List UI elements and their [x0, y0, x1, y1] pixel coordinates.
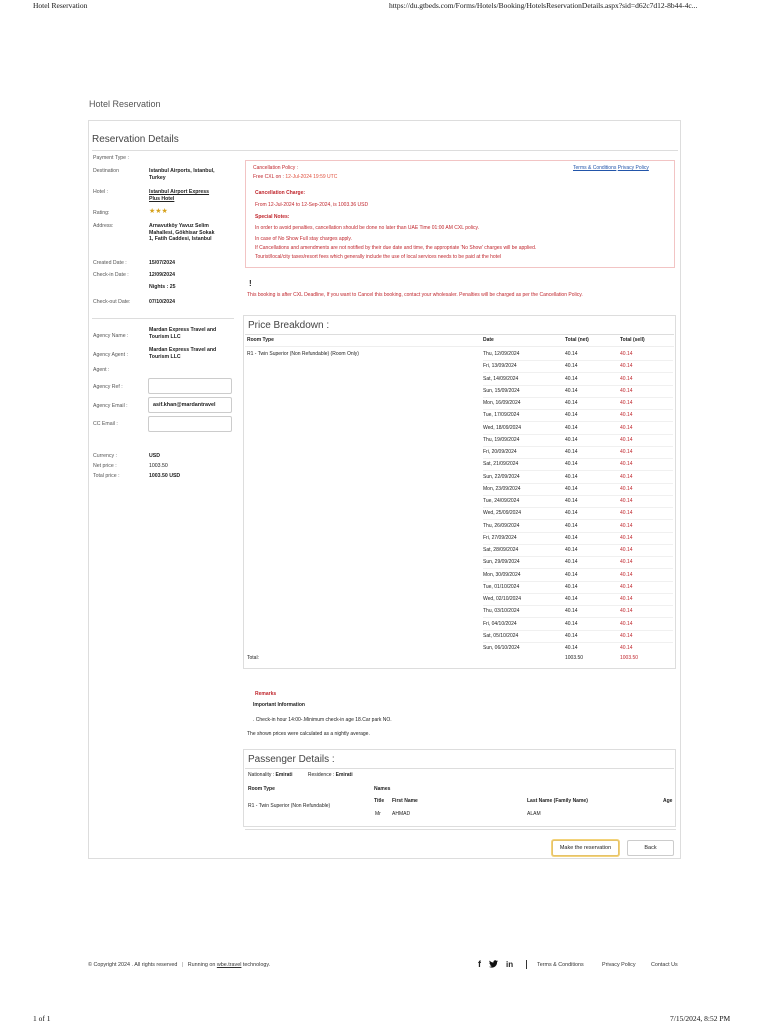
- price-row-sell: 40.14: [620, 424, 633, 431]
- total-sell: 1003.50: [620, 655, 639, 661]
- price-row-date: Thu, 26/09/2024: [483, 522, 520, 529]
- currency-value: USD: [149, 453, 160, 459]
- price-row-date: Sat, 14/09/2024: [483, 375, 519, 382]
- price-row-date: Sun, 15/09/2024: [483, 387, 520, 394]
- price-row-date: Fri, 27/09/2024: [483, 534, 517, 541]
- price-row-sell: 40.14: [620, 559, 633, 566]
- price-row-sell: 40.14: [620, 632, 633, 639]
- important-info-text: . Check-in hour 14:00-.Minimum check-in age 18.Car park NO.: [253, 717, 392, 723]
- price-row-date: Thu, 03/10/2024: [483, 608, 520, 615]
- price-row-date: Wed, 02/10/2024: [483, 596, 521, 602]
- price-row-sell: 40.14: [620, 608, 633, 615]
- price-row-date: Mon, 23/09/2024: [483, 485, 521, 492]
- names-header: Names: [374, 786, 391, 792]
- total-net: 1003.50: [565, 655, 584, 661]
- price-row-date: Tue, 17/09/2024: [483, 412, 520, 419]
- cancellation-policy-box: [245, 160, 675, 268]
- total-price-label: Total price :: [93, 473, 120, 479]
- passenger-room-type: R1 - Twin Superior (Non Refundable): [248, 803, 331, 809]
- social-links: [478, 959, 520, 969]
- price-row-net: 40.14: [565, 596, 578, 602]
- price-row-net: 40.14: [565, 608, 578, 615]
- deadline-warning: This booking is after CXL Deadline, If you want to Cancel this booking, contact your wholesaler. Penalties will be charged as per the Cancellation Policy.: [247, 292, 583, 298]
- price-row: [247, 434, 677, 446]
- price-row: [247, 348, 677, 360]
- passenger-title: Mr: [375, 811, 381, 817]
- passenger-room-type-header: Room Type: [248, 786, 275, 792]
- footer-copyright: © Copyright 2024 . All rights reserved | Running on wbe.travel technology.: [88, 962, 271, 968]
- price-row-sell: 40.14: [620, 510, 633, 517]
- price-row-net: 40.14: [565, 436, 578, 443]
- price-row-date: Wed, 18/09/2024: [483, 424, 521, 431]
- agent-label: Agent :: [93, 367, 110, 373]
- price-row-net: 40.14: [565, 571, 578, 578]
- price-row-net: 40.14: [565, 620, 578, 627]
- price-row-net: 40.14: [565, 375, 578, 382]
- special-notes-title: Special Notes:: [255, 214, 290, 220]
- net-price-label: Net price :: [93, 463, 117, 469]
- price-row-sell: 40.14: [620, 473, 633, 480]
- price-row-net: 40.14: [565, 424, 578, 431]
- agency-ref-input[interactable]: [148, 378, 232, 394]
- checkout-date-label: Check-out Date:: [93, 299, 131, 305]
- facebook-icon[interactable]: f: [478, 959, 481, 969]
- cc-email-label: CC Email :: [93, 421, 118, 427]
- divider: [245, 334, 674, 335]
- first-name-header: First Name: [392, 798, 418, 804]
- destination-label: Destination: [93, 168, 119, 174]
- price-row-sell: 40.14: [620, 363, 633, 370]
- special-note: Tourist/local/city taxes/resort fees which generally include the use of local services needs to be paid at the hotel: [255, 254, 501, 260]
- col-date: Date: [483, 337, 494, 343]
- destination-value: Istanbul Airports, Istanbul, Turkey: [149, 168, 215, 181]
- rating-label: Rating:: [93, 210, 110, 216]
- footer-terms-link[interactable]: Terms & Conditions: [537, 962, 584, 968]
- price-row-sell: 40.14: [620, 351, 633, 357]
- price-row: [247, 630, 677, 642]
- price-row: [247, 360, 677, 372]
- price-row-date: Mon, 30/09/2024: [483, 571, 521, 578]
- wbe-travel-link[interactable]: wbe.travel: [216, 962, 242, 968]
- price-row-net: 40.14: [565, 498, 578, 504]
- total-label: Total:: [247, 655, 259, 661]
- col-room-type: Room Type: [247, 337, 274, 343]
- special-note: If Cancellations and amendments are not notified by their due date and time, the appropriate 'No Show' charges will be applied.: [255, 245, 537, 251]
- price-row-net: 40.14: [565, 559, 578, 566]
- print-url: https://du.gtbeds.com/Forms/Hotels/Booking/HotelsReservationDetails.aspx?sid=d62c7d12-8b44-4c...: [389, 1, 698, 10]
- price-row-sell: 40.14: [620, 522, 633, 529]
- price-row-sell: 40.14: [620, 498, 633, 504]
- rating-stars-icon: ★★★: [149, 208, 168, 215]
- price-row: [247, 569, 677, 581]
- price-row: [247, 618, 677, 630]
- price-row: [247, 483, 677, 495]
- price-row-date: Fri, 04/10/2024: [483, 620, 517, 627]
- terms-link[interactable]: Terms & Conditions: [573, 165, 617, 171]
- price-row-sell: 40.14: [620, 485, 633, 492]
- price-row-sell: 40.14: [620, 571, 633, 578]
- age-header: Age: [663, 798, 673, 804]
- price-row: [247, 409, 677, 421]
- price-row-date: Sat, 05/10/2024: [483, 632, 519, 639]
- price-row: [247, 593, 677, 605]
- agency-ref-label: Agency Ref :: [93, 384, 123, 390]
- created-date-label: Created Date :: [93, 260, 127, 266]
- privacy-link[interactable]: Privacy Policy: [617, 165, 649, 171]
- price-row: [247, 373, 677, 385]
- price-row-net: 40.14: [565, 400, 578, 406]
- passenger-last-name: ALAM: [527, 811, 541, 817]
- price-row: [247, 556, 677, 568]
- price-row-date: Tue, 24/09/2024: [483, 498, 520, 504]
- price-row-date: Sun, 06/10/2024: [483, 645, 520, 651]
- price-row-date: Wed, 25/09/2024: [483, 510, 521, 517]
- print-title: Hotel Reservation: [33, 1, 88, 10]
- price-row-date: Thu, 19/09/2024: [483, 436, 520, 443]
- currency-label: Currency :: [93, 453, 117, 459]
- price-row-sell: 40.14: [620, 375, 633, 382]
- warning-icon: !: [249, 279, 252, 288]
- cancellation-policy-title: Cancellation Policy :: [253, 165, 299, 171]
- price-row-date: Fri, 13/09/2024: [483, 363, 517, 370]
- price-row-net: 40.14: [565, 547, 578, 553]
- price-row: [247, 642, 677, 654]
- linkedin-icon[interactable]: in: [506, 959, 514, 969]
- price-row: [247, 458, 677, 470]
- divider: [245, 829, 676, 830]
- last-name-header: Last Name (Family Name): [527, 798, 588, 804]
- price-row: [247, 520, 677, 532]
- price-breakdown-title: Price Breakdown :: [248, 320, 330, 331]
- created-date-value: 15/07/2024: [149, 260, 175, 266]
- title-header: Title: [374, 798, 385, 804]
- footer-divider: [526, 960, 527, 969]
- agency-name-label: Agency Name :: [93, 333, 129, 339]
- price-row-sell: 40.14: [620, 461, 633, 468]
- total-price-value: 1003.50 USD: [149, 473, 181, 479]
- price-rows: [247, 347, 677, 657]
- agency-name-value: Mardan Express Travel and Tourism LLC: [149, 327, 217, 340]
- price-row-net: 40.14: [565, 645, 578, 651]
- price-total-row: [247, 655, 677, 665]
- price-row-sell: 40.14: [620, 400, 633, 406]
- divider: [92, 150, 678, 151]
- policy-links: [573, 165, 649, 171]
- price-row-sell: 40.14: [620, 547, 633, 553]
- price-row: [247, 605, 677, 617]
- price-row: [247, 581, 677, 593]
- col-total-sell: Total (sell): [620, 337, 645, 343]
- price-row-date: Fri, 20/09/2024: [483, 449, 517, 455]
- agency-email-label: Agency Email :: [93, 403, 128, 409]
- col-total-net: Total (net): [565, 337, 589, 343]
- price-row-net: 40.14: [565, 632, 578, 639]
- price-row-sell: 40.14: [620, 583, 633, 590]
- price-row-date: Sun, 22/09/2024: [483, 473, 520, 480]
- divider: [92, 318, 234, 319]
- price-row: [247, 397, 677, 409]
- price-row-sell: 40.14: [620, 645, 633, 651]
- footer-privacy-link[interactable]: Privacy Policy: [602, 962, 636, 968]
- remarks-title: Remarks: [255, 691, 277, 697]
- important-info-title: Important Information: [253, 702, 305, 708]
- checkin-date-label: Check-in Date :: [93, 272, 129, 278]
- nightly-average-note: The shown prices were calculated as a nightly average.: [247, 731, 370, 737]
- net-price-value: 1003.50: [149, 463, 168, 469]
- price-row-sell: 40.14: [620, 534, 633, 541]
- price-row-net: 40.14: [565, 449, 578, 455]
- price-row-net: 40.14: [565, 485, 578, 492]
- divider: [245, 768, 674, 769]
- passenger-first-name: AHMAD: [392, 811, 411, 817]
- price-row-sell: 40.14: [620, 436, 633, 443]
- payment-type-label: Payment Type :: [93, 155, 129, 161]
- nationality-residence: Nationality : Emirati Residence : Emirati: [248, 772, 353, 778]
- price-row-net: 40.14: [565, 534, 578, 541]
- price-row-net: 40.14: [565, 363, 578, 370]
- price-row: [247, 446, 677, 458]
- special-note: In order to avoid penalties, cancellation should be done no later than UAE Time 01:00 AM CXL policy.: [255, 225, 480, 231]
- price-row: [247, 471, 677, 483]
- reservation-details-title: Reservation Details: [92, 134, 179, 145]
- special-note: In case of No Show Full stay charges apply.: [255, 236, 352, 242]
- passenger-details-title: Passenger Details :: [248, 754, 335, 765]
- cc-email-input[interactable]: [148, 416, 232, 432]
- price-row-date: Sat, 28/09/2024: [483, 547, 519, 553]
- price-row: [247, 422, 677, 434]
- agency-agent-value: Mardan Express Travel and Tourism LLC: [149, 347, 217, 360]
- address-label: Address:: [93, 223, 114, 229]
- print-page-number: 1 of 1: [33, 1014, 51, 1023]
- price-row-date: Thu, 12/09/2024: [483, 351, 520, 357]
- make-reservation-button[interactable]: Make the reservation: [552, 840, 619, 856]
- price-row-date: Mon, 16/09/2024: [483, 400, 521, 406]
- price-row-net: 40.14: [565, 522, 578, 529]
- price-row-net: 40.14: [565, 351, 578, 357]
- price-row-net: 40.14: [565, 473, 578, 480]
- twitter-icon[interactable]: [489, 960, 498, 968]
- checkout-date-value: 07/10/2024: [149, 299, 175, 305]
- price-row-net: 40.14: [565, 510, 578, 517]
- price-row: [247, 495, 677, 507]
- hotel-link[interactable]: Istanbul Airport Express Plus Hotel: [149, 189, 210, 202]
- price-row-sell: 40.14: [620, 596, 633, 602]
- price-row: [247, 544, 677, 556]
- price-row-sell: 40.14: [620, 387, 633, 394]
- nights-value: Nights : 25: [149, 284, 176, 290]
- price-row: [247, 532, 677, 544]
- price-row-date: Sat, 21/09/2024: [483, 461, 519, 468]
- price-row: [247, 507, 677, 519]
- price-row: [247, 385, 677, 397]
- free-cxl-line: Free CXL on : 12-Jul-2024 19:59 UTC: [253, 174, 338, 180]
- page-title: Hotel Reservation: [89, 99, 161, 109]
- price-row-net: 40.14: [565, 387, 578, 394]
- agency-email-input[interactable]: asif.khan@mardantravel: [148, 397, 232, 413]
- price-row-sell: 40.14: [620, 620, 633, 627]
- price-row-date: Sun, 29/09/2024: [483, 559, 520, 566]
- price-row-date: Tue, 01/10/2024: [483, 583, 520, 590]
- footer-contact-link[interactable]: Contact Us: [651, 962, 678, 968]
- price-row-sell: 40.14: [620, 412, 633, 419]
- address-value: Arnavutköy Yavuz Selim Mahallesi, Gökhisar Sokak 1, Fatih Caddesi, Istanbul: [149, 223, 215, 243]
- cancellation-charge-text: From 12-Jul-2024 to 12-Sep-2024, is 1003.36 USD: [255, 202, 369, 208]
- hotel-label: Hotel :: [93, 189, 108, 195]
- print-datetime: 7/15/2024, 8:52 PM: [670, 1014, 731, 1023]
- price-row-sell: 40.14: [620, 449, 633, 455]
- back-button[interactable]: Back: [627, 840, 674, 856]
- price-row-net: 40.14: [565, 412, 578, 419]
- agency-agent-label: Agency Agent :: [93, 352, 128, 358]
- price-row-net: 40.14: [565, 583, 578, 590]
- price-room-type: R1 - Twin Superior (Non Refundable) (Room Only): [247, 351, 359, 357]
- cancellation-charge-title: Cancellation Charge:: [255, 190, 306, 196]
- checkin-date-value: 12/09/2024: [149, 272, 175, 278]
- price-row-net: 40.14: [565, 461, 578, 468]
